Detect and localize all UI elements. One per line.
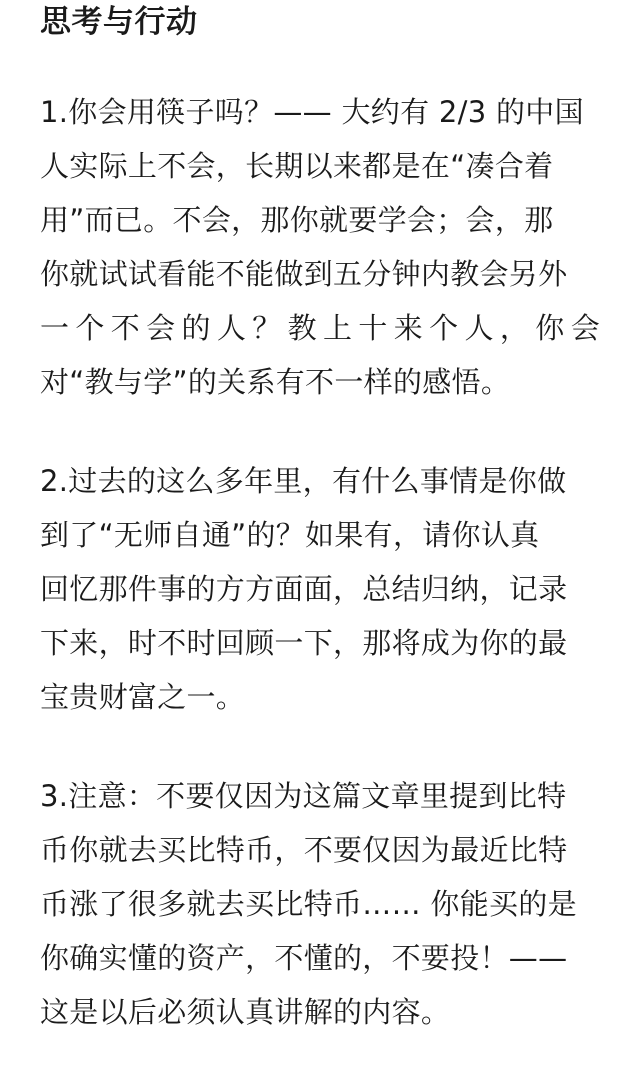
paragraph-3-line-4: 你确实懂的资产，不懂的，不要投！—— — [40, 941, 568, 975]
paragraph-2-line-1: 2.过去的这么多年里，有什么事情是你做 — [40, 464, 567, 498]
paragraph-1-line-4: 你就试试看能不能做到五分钟内教会另外 — [40, 257, 568, 291]
paragraph-1-line-2: 人实际上不会，长期以来都是在“凑合着 — [40, 149, 554, 183]
paragraph-2-line-2: 到了“无师自通”的？如果有，请你认真 — [40, 518, 540, 552]
paragraph-1-line-6: 对“教与学”的关系有不一样的感悟。 — [40, 365, 511, 399]
paragraph-1-line-1: 1.你会用筷子吗？—— 大约有 2/3 的中国 — [40, 95, 584, 129]
paragraph-3-line-1: 3.注意：不要仅因为这篇文章里提到比特 — [40, 779, 567, 813]
paragraph-3-line-5: 这是以后必须认真讲解的内容。 — [40, 995, 451, 1029]
paragraph-1-line-3: 用”而已。不会，那你就要学会；会，那 — [40, 203, 554, 237]
paragraph-2-line-3: 回忆那件事的方方面面，总结归纳，记录 — [40, 572, 568, 606]
paragraph-1-line-5: 一个不会的人？教上十来个人，你会 — [40, 311, 600, 345]
paragraph-3-line-3: 币涨了很多就去买比特币…… 你能买的是 — [40, 887, 577, 921]
section-heading: 思考与行动 — [40, 4, 198, 40]
paragraph-2-line-5: 宝贵财富之一。 — [40, 680, 246, 714]
paragraph-2-line-4: 下来，时不时回顾一下，那将成为你的最 — [40, 626, 568, 660]
paragraph-3-line-2: 币你就去买比特币，不要仅因为最近比特 — [40, 833, 568, 867]
